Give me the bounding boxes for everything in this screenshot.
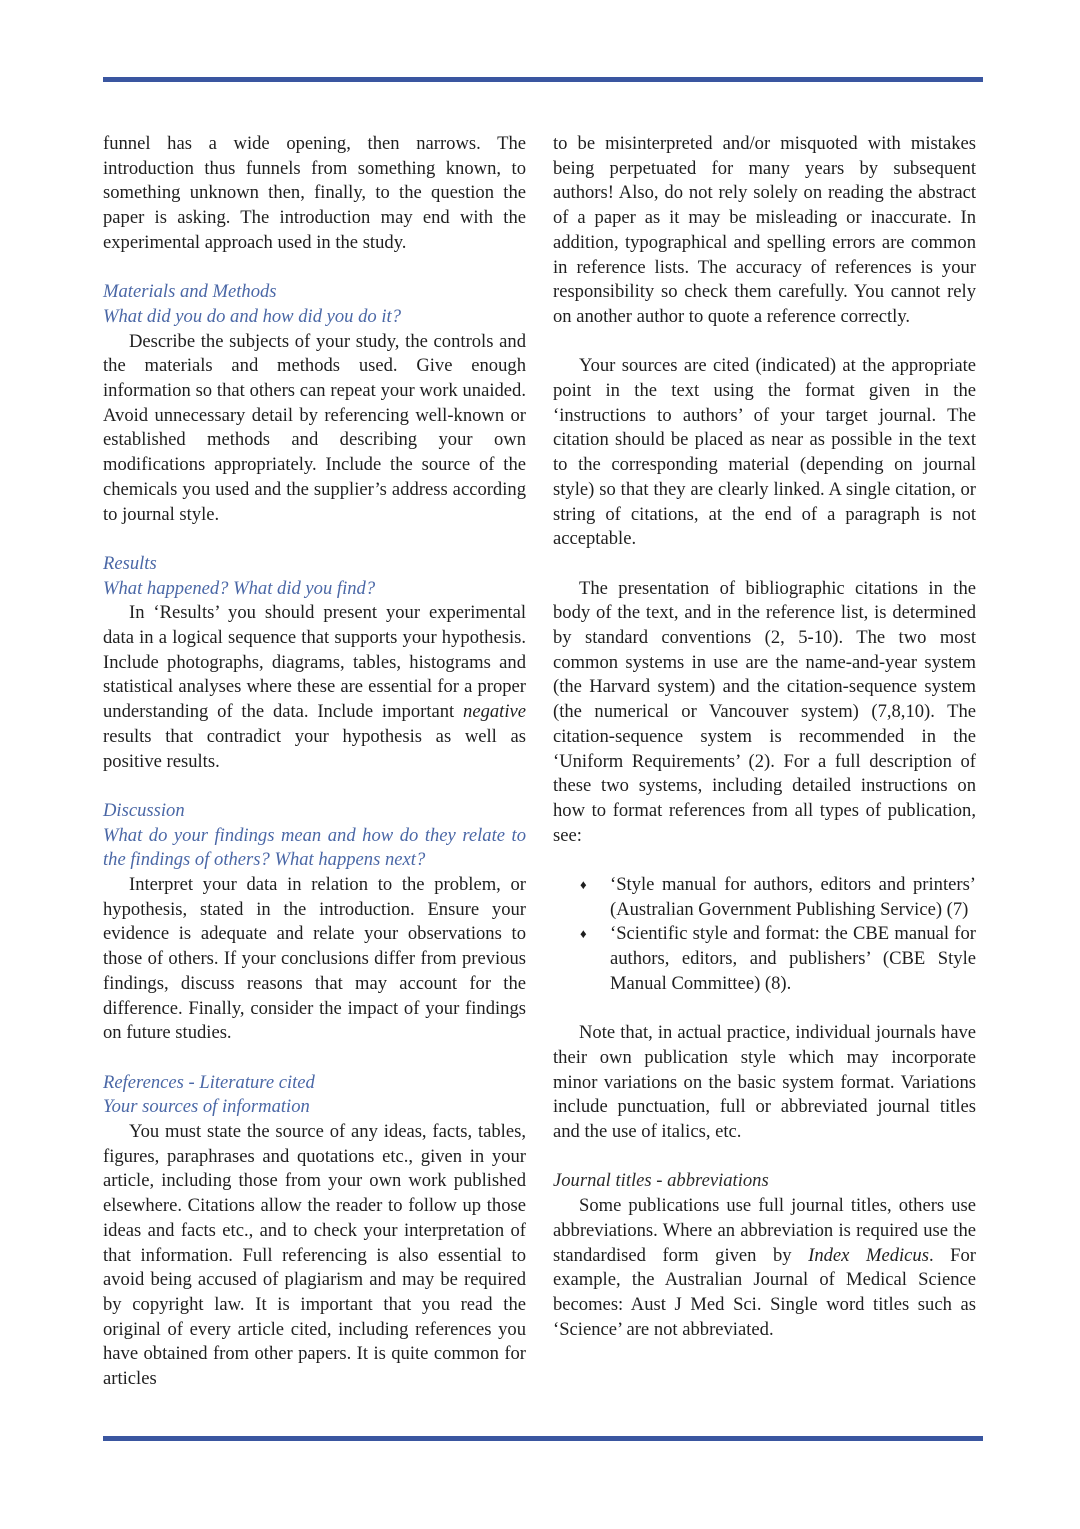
section-body: You must state the source of any ideas, facts, tables, figures, paraphrases and quotations etc., given in your article, including those from your own work published elsewhere. Citations allow the reader to follow up those ideas and facts etc., and to check your interpretation of that information. Full referencing is also essential to avoid being accused of plagiarism and may be required by copyright law. It is important that you read the original of every article cited, including references you have obtained from other papers. It is quite common for articles — [103, 1121, 526, 1390]
diamond-bullet-icon: ♦ — [580, 877, 587, 893]
section-subheading: What did you do and how did you do it? — [103, 305, 401, 327]
section-journal-titles — [553, 1169, 976, 1342]
section-heading: References - Literature cited — [103, 1071, 315, 1093]
list-item-text: ‘Style manual for authors, editors and printers’ (Australian Government Publishing Service) (7) — [610, 874, 976, 920]
bottom-rule — [103, 1436, 983, 1441]
intro-continuation: funnel has a wide opening, then narrows. The introduction thus funnels from something known, to something unknown then, finally, to the question the paper is asking. The introduction may end with the experimental approach used in the study. — [103, 133, 526, 253]
citations-paragraph: Your sources are cited (indicated) at the appropriate point in the text using the format given in the ‘instructions to authors’ of your target journal. The citation should be placed as near as possible in the text to the corresponding material (depending on journal style) so that they are clearly linked. A single citation, or string of citations, at the end of a paragraph is not acceptable. — [553, 355, 976, 550]
list-item-text: ‘Scientific style and format: the CBE manual for authors, editors, and publishers’ (CBE Style Manual Committee) (8). — [610, 923, 976, 994]
note-paragraph: Note that, in actual practice, individual journals have their own publication style which may incorporate minor variations on the basic system format. Variations include punctuation, full or abbreviated journal titles and the use of italics, etc. — [553, 1022, 976, 1143]
section-body — [553, 1194, 976, 1342]
section-subheading: Your sources of information — [103, 1096, 310, 1118]
diamond-bullet-icon: ♦ — [580, 926, 587, 942]
section-subheading: What happened? What did you find? — [103, 577, 376, 599]
section-heading: Discussion — [103, 799, 185, 821]
emphasis-text: negative — [463, 701, 526, 723]
section-heading: Materials and Methods — [103, 281, 277, 303]
section-body: Interpret your data in relation to the problem, or hypothesis, stated in the introduction. Ensure your evidence is adequate and relate your observations to those of others. If your conclusions differ from previous findings, discuss reasons that may account for the difference. Finally, consider the impact of your findings on future studies. — [103, 874, 526, 1044]
body-text: In ‘Results’ you should present your experimental data in a logical sequence that supports your hypothesis. Include photographs, diagrams, tables, histograms and statistical analyses where these are essential for a proper understanding of the data. Include important — [103, 602, 526, 723]
right-column — [553, 132, 976, 1342]
section-references — [103, 1071, 526, 1392]
body-text: results that contradict your hypothesis as well as positive results. — [103, 725, 526, 772]
presentation-paragraph: The presentation of bibliographic citations in the body of the text, and in the reference list, is determined by standard conventions (2, 5-10). The two most common systems in use are the name-and-year system (the Harvard system) and the citation-sequence system (the numerical or Vancouver system) (7,8,10). The citation-sequence system is recommended in the ‘Uniform Requirements’ (2). For a full description of these two systems, including detailed instructions on how to format references from all types of publication, see: — [553, 577, 976, 846]
section-materials-and-methods — [103, 280, 526, 527]
section-results — [103, 552, 526, 774]
body-text: . For example, the Australian Journal of Medical Science becomes: Aust J Med Sci. Single word titles such as ‘Science’ are not abbreviated. — [553, 1244, 976, 1340]
section-heading: Results — [103, 552, 157, 574]
section-body — [103, 601, 526, 774]
left-column — [103, 132, 526, 1392]
emphasis-text: Index Medicus — [808, 1244, 929, 1266]
references-continuation: to be misinterpreted and/or misquoted with mistakes being perpetuated for many years by subsequent authors! Also, do not rely solely on reading the abstract of a paper as it may be misleading or inaccurate. In addition, typographical and spelling errors are common in reference lists. The accuracy of references is your responsibility so check them carefully. You cannot rely on another author to quote a reference correctly. — [553, 133, 976, 327]
list-item — [580, 873, 976, 922]
body-text: Some publications use full journal titles, others use abbreviations. Where an abbreviation is required use the standardised form given by — [553, 1195, 976, 1266]
top-rule — [103, 77, 983, 82]
section-heading: Journal titles - abbreviations — [553, 1170, 769, 1192]
style-manual-list — [553, 873, 976, 997]
section-body: Describe the subjects of your study, the controls and the materials and methods used. Give enough information so that others can repeat your work unaided. Avoid unnecessary detail by referencing well-known or established methods and describing your own modifications appropriately. Include the source of the chemicals you used and the supplier’s address according to journal style. — [103, 330, 526, 525]
list-item — [580, 922, 976, 996]
section-discussion — [103, 799, 526, 1046]
section-subheading: What do your findings mean and how do they relate to the findings of others? What happens next? — [103, 824, 526, 871]
